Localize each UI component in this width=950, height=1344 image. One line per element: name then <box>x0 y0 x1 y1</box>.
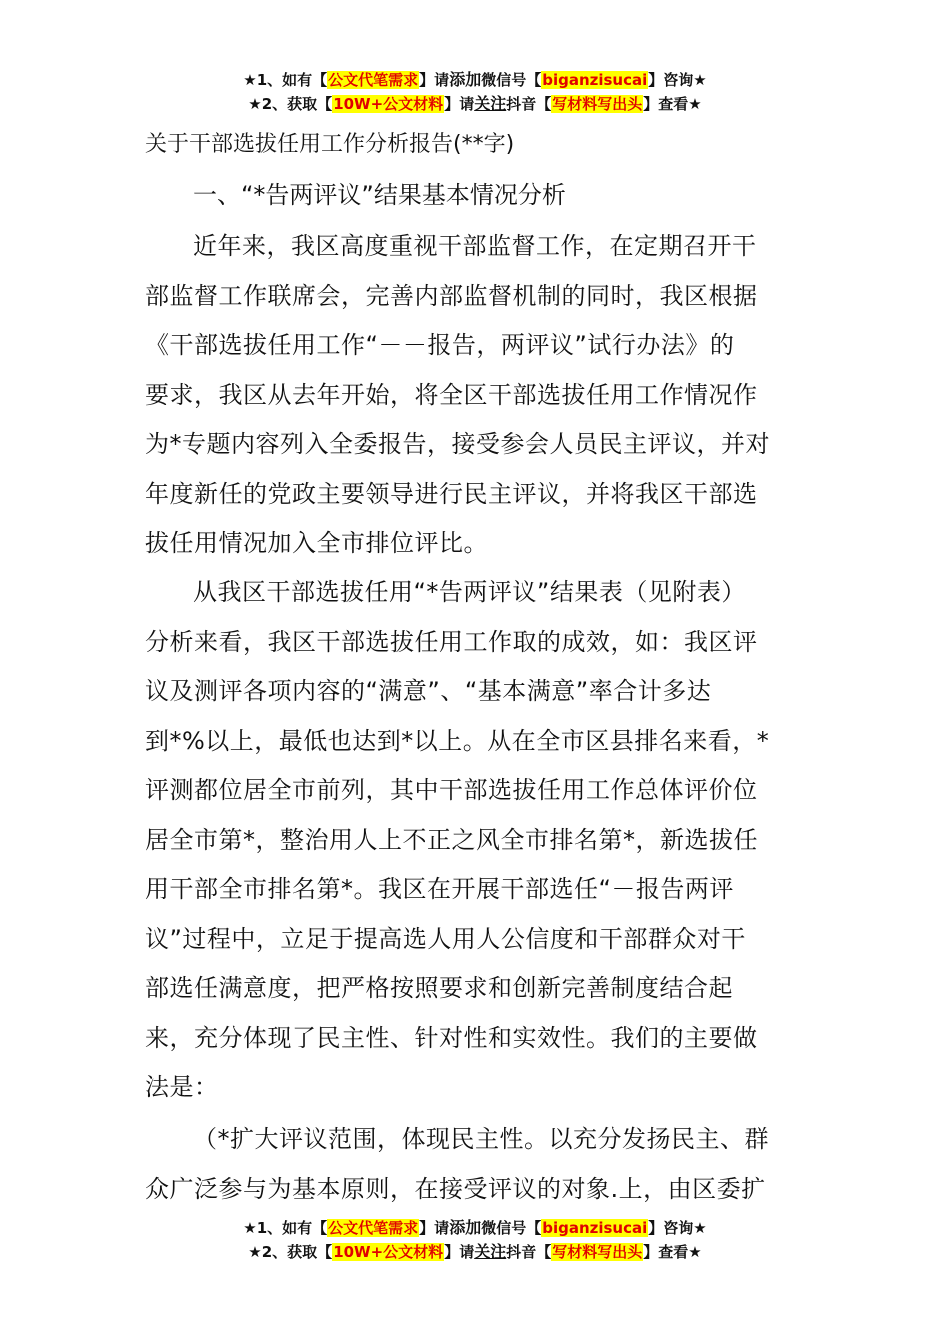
banner-line-2 <box>0 92 950 116</box>
banner-line-2 <box>0 1240 950 1264</box>
paragraph-line: 法是： <box>145 1073 219 1101</box>
banner-text: 】请 <box>444 95 475 113</box>
banner-text: ★2、获取【 <box>248 1243 333 1261</box>
banner-text: 】查看★ <box>643 1243 702 1261</box>
banner-text: 】请 <box>444 1243 475 1261</box>
paragraph-line: 分析来看，我区干部选拔任用工作取的成效，如：我区评 <box>145 627 758 656</box>
banner-highlight: 公文代笔需求 <box>328 1219 419 1237</box>
paragraph-line: 年度新任的党政主要领导进行民主评议，并将我区干部选 <box>145 479 758 508</box>
paragraph-line: 到*%以上，最低也达到*以上。从在全市区县排名来看，* <box>145 726 770 755</box>
paragraph-line: 议”过程中，立足于提高选人用人公信度和干部群众对干 <box>145 924 746 953</box>
paragraph-line: 部选任满意度，把严格按照要求和创新完善制度结合起 <box>145 974 733 1002</box>
banner-text: ★1、如有【 <box>243 71 328 89</box>
banner-wechat-id: biganzisucai <box>542 1219 648 1237</box>
banner-emphasis: 添加 <box>449 1218 482 1237</box>
paragraph-line: 用干部全市排名第*。我区在开展干部选任“－报告两评 <box>145 875 734 903</box>
paragraph-line: 拔任用情况加入全市排位评比。 <box>145 529 488 557</box>
banner-text: 】咨询★ <box>648 71 707 89</box>
paragraph-line: 从我区干部选拔任用“*告两评议”结果表（见附表） <box>193 578 746 606</box>
banner-emphasis: 添加 <box>449 70 482 89</box>
paragraph-2 <box>145 568 810 1113</box>
banner-text: 】请 <box>419 71 450 89</box>
banner-text: 】查看★ <box>643 95 702 113</box>
paragraph-line: 评测都位居全市前列，其中干部选拔任用工作总体评价位 <box>145 776 758 804</box>
paragraph-line: （*扩大评议范围，体现民主性。以充分发扬民主、群 <box>193 1125 769 1153</box>
paragraph-3 <box>145 1115 810 1214</box>
paragraph-line: 《干部选拔任用工作“－－报告，两评议”试行办法》的 <box>145 331 735 359</box>
banner-wechat-id: biganzisucai <box>542 71 648 89</box>
banner-text: 微信号【 <box>481 1219 542 1237</box>
paragraph-line: 众广泛参与为基本原则，在接受评议的对象.上，由区委扩 <box>145 1174 766 1203</box>
section-heading: 一、“*告两评议”结果基本情况分析 <box>193 181 566 209</box>
paragraph-line: 居全市第*，整治用人上不正之风全市排名第*，新选拔任 <box>145 825 758 854</box>
paragraph-line: 议及测评各项内容的“满意”、“基本满意”率合计多达 <box>145 677 712 705</box>
top-banner <box>0 68 950 116</box>
paragraph-line: 近年来，我区高度重视干部监督工作，在定期召开干 <box>193 232 757 260</box>
banner-text: 抖音【 <box>506 1243 552 1261</box>
banner-highlight: 写材料写出头 <box>552 1243 643 1261</box>
document-title: 关于干部选拔任用工作分析报告(**字) <box>145 132 515 157</box>
banner-text: 】咨询★ <box>648 1219 707 1237</box>
banner-line-1 <box>0 68 950 92</box>
banner-text: ★2、获取【 <box>248 95 333 113</box>
banner-text: 微信号【 <box>481 71 542 89</box>
paragraph-line: 为*专题内容列入全委报告，接受参会人员民主评议，并对 <box>145 430 770 458</box>
banner-text: 】请 <box>419 1219 450 1237</box>
banner-line-1 <box>0 1216 950 1240</box>
paragraph-line: 来，充分体现了民主性、针对性和实效性。我们的主要做 <box>145 1023 758 1052</box>
paragraph-line: 部监督工作联席会，完善内部监督机制的同时，我区根据 <box>145 281 758 310</box>
banner-highlight: 公文代笔需求 <box>328 71 419 89</box>
paragraph-line: 要求，我区从去年开始，将全区干部选拔任用工作情况作 <box>145 380 758 409</box>
banner-text: 抖音【 <box>506 95 552 113</box>
banner-emphasis: 关注 <box>474 1242 507 1261</box>
banner-text: ★1、如有【 <box>243 1219 328 1237</box>
bottom-banner <box>0 1216 950 1264</box>
banner-highlight: 写材料写出头 <box>552 95 643 113</box>
banner-highlight: 10W+公文材料 <box>333 95 444 113</box>
banner-emphasis: 关注 <box>474 94 507 113</box>
paragraph-1 <box>145 222 810 569</box>
banner-highlight: 10W+公文材料 <box>333 1243 444 1261</box>
